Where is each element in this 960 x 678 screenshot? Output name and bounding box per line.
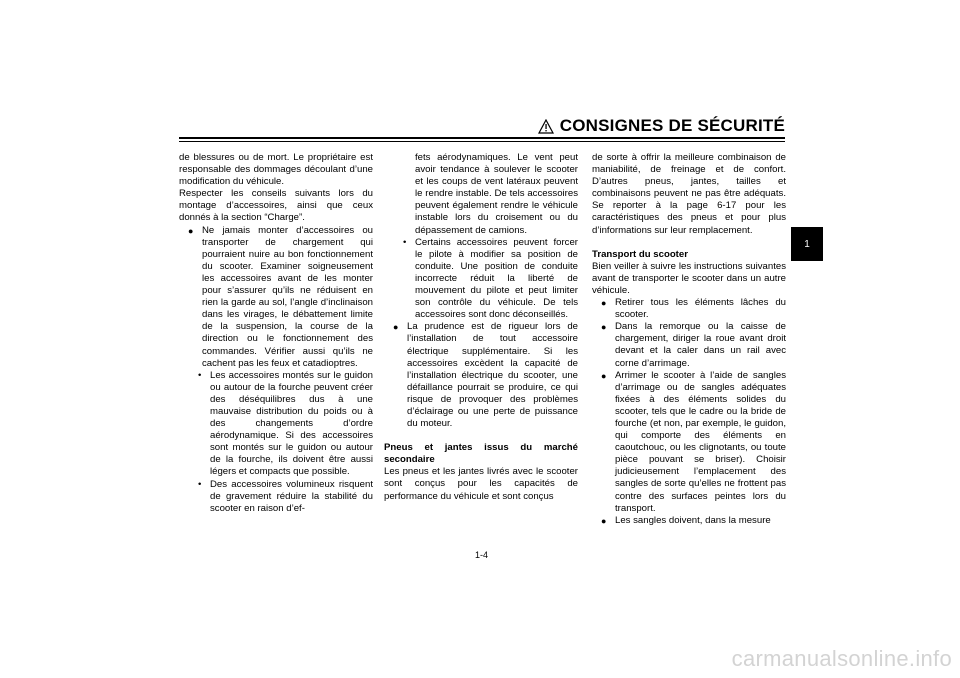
list-item [179, 225, 373, 370]
paragraph: Les pneus et les jantes livrés avec le scooter sont conçus pour les capacités de performance du véhicule et sont conçus [384, 466, 578, 502]
paragraph: Bien veiller à suivre les instructions suivantes avant de transporter le scooter dans un autre véhicule. [592, 260, 786, 296]
text-column-3 [592, 152, 786, 527]
sub-list-item [179, 479, 373, 515]
section-header [538, 116, 785, 136]
bullet-dot-icon: ● [188, 225, 194, 236]
list-item [592, 297, 786, 321]
chapter-number: 1 [804, 238, 810, 250]
list-item-text: Certains accessoires peuvent forcer le pilote à modifier sa position de conduite. Une position de conduite incorrecte réduit la liberté de mouvement du pilote et peut limiter son contrôle du véhicule. De tels accessoires sont donc déconseillés. [415, 236, 578, 321]
header-rule-thick [179, 137, 785, 139]
bullet-small-icon: • [403, 236, 407, 248]
list-item-text: Les sangles doivent, dans la mesure [615, 514, 771, 526]
header-rule-thin [179, 141, 785, 142]
list-item-text: La prudence est de rigueur lors de l’installation de tout accessoire électrique supplémentaire. Si les accessoires excèdent la capacité de l’installation électrique du scooter, une défaillance pourrait se produire, ce qui risque de provoquer des problèmes d’éclairage ou une perte de puissance du moteur. [407, 321, 578, 430]
bullet-dot-icon: ● [601, 370, 607, 381]
list-item [592, 321, 786, 369]
list-item-text: Retirer tous les éléments lâches du scooter. [615, 297, 786, 321]
bullet-dot-icon: ● [601, 322, 607, 333]
bullet-small-icon: • [198, 369, 202, 381]
list-item [384, 321, 578, 430]
list-item [592, 370, 786, 515]
paragraph: de blessures ou de mort. Le propriétaire est responsable des dommages découlant d’une modification du véhicule. [179, 152, 373, 188]
bullet-dot-icon: ● [601, 515, 607, 526]
page-number: 1-4 [475, 550, 489, 560]
text-column-1 [179, 152, 373, 515]
list-item-text: Les accessoires montés sur le guidon ou autour de la fourche peuvent créer des déséquilibres dus à une mauvaise distribution du poids ou à des changements d’ordre aérodynamique. Si des accessoires sont montés sur le guidon ou autour de la fourche, ils doivent être aussi légers et compacts que possible. [210, 369, 373, 478]
chapter-tab [791, 227, 823, 261]
list-item-continuation: fets aérodynamiques. Le vent peut avoir tendance à soulever le scooter et les coups de vent latéraux peuvent le rendre instable. De tels accessoires peuvent également rendre le véhicule instable lors du croisement ou du dépassement de camions. [415, 152, 578, 236]
list-item-text: Dans la remorque ou la caisse de chargement, diriger la roue avant droit devant et la caler dans un rail avec corne d’arrimage. [615, 321, 786, 369]
list-item-text: Arrimer le scooter à l’aide de sangles d’arrimage ou de sangles adéquates fixées à des éléments solides du scooter, tels que le cadre ou la bride de fourche (et non, par exemple, le guidon, qui comporte des éléments en caoutchouc, ou les clignotants, ou toute pièce pouvant se briser). Choisir judicieusement l’emplacement des sangles de sorte qu’elles ne frottent pas contre des surfaces peintes lors du transport. [615, 369, 786, 514]
list-item-text: Ne jamais monter d’accessoires ou transporter de chargement qui pourraient nuire au bon fonctionnement du scooter. Examiner soigneusement les accessoires avant de les monter pour s’assurer qu’ils ne réduisent en rien la garde au sol, l’angle d’inclinaison dans les virages, le débattement limite de la suspension, la course de la direction ou le fonctionnement des commandes. Vérifier aussi qu’ils ne cachent pas les feux et catadioptres. [202, 224, 373, 369]
bullet-dot-icon: ● [393, 322, 399, 333]
text-column-2 [384, 152, 578, 503]
sub-list-item [179, 370, 373, 479]
warning-triangle-icon [538, 119, 554, 134]
paragraph: Respecter les conseils suivants lors du montage d’accessoires, ainsi que ceux donnés à la section “Charge”. [179, 188, 373, 224]
paragraph: de sorte à offrir la meilleure combinaison de maniabilité, de freinage et de confort. D’autres pneus, jantes, tailles et combinaisons peuvent ne pas être adéquats. Se reporter à la page 6-17 pour les caractéristiques des pneus et pour plus d’informations sur leur remplacement. [592, 152, 786, 236]
sub-list-item [384, 237, 578, 322]
watermark: carmanualsonline.info [731, 646, 952, 671]
list-item [592, 515, 786, 527]
bullet-small-icon: • [198, 478, 202, 490]
section-title: CONSIGNES DE SÉCURITÉ [559, 116, 785, 135]
subsection-heading: Pneus et jantes issus du marché secondaire [384, 442, 578, 466]
list-item-text: Des accessoires volumineux risquent de gravement réduire la stabilité du scooter en raison d’ef- [210, 478, 373, 514]
subsection-heading: Transport du scooter [592, 248, 688, 260]
bullet-dot-icon: ● [601, 298, 607, 309]
